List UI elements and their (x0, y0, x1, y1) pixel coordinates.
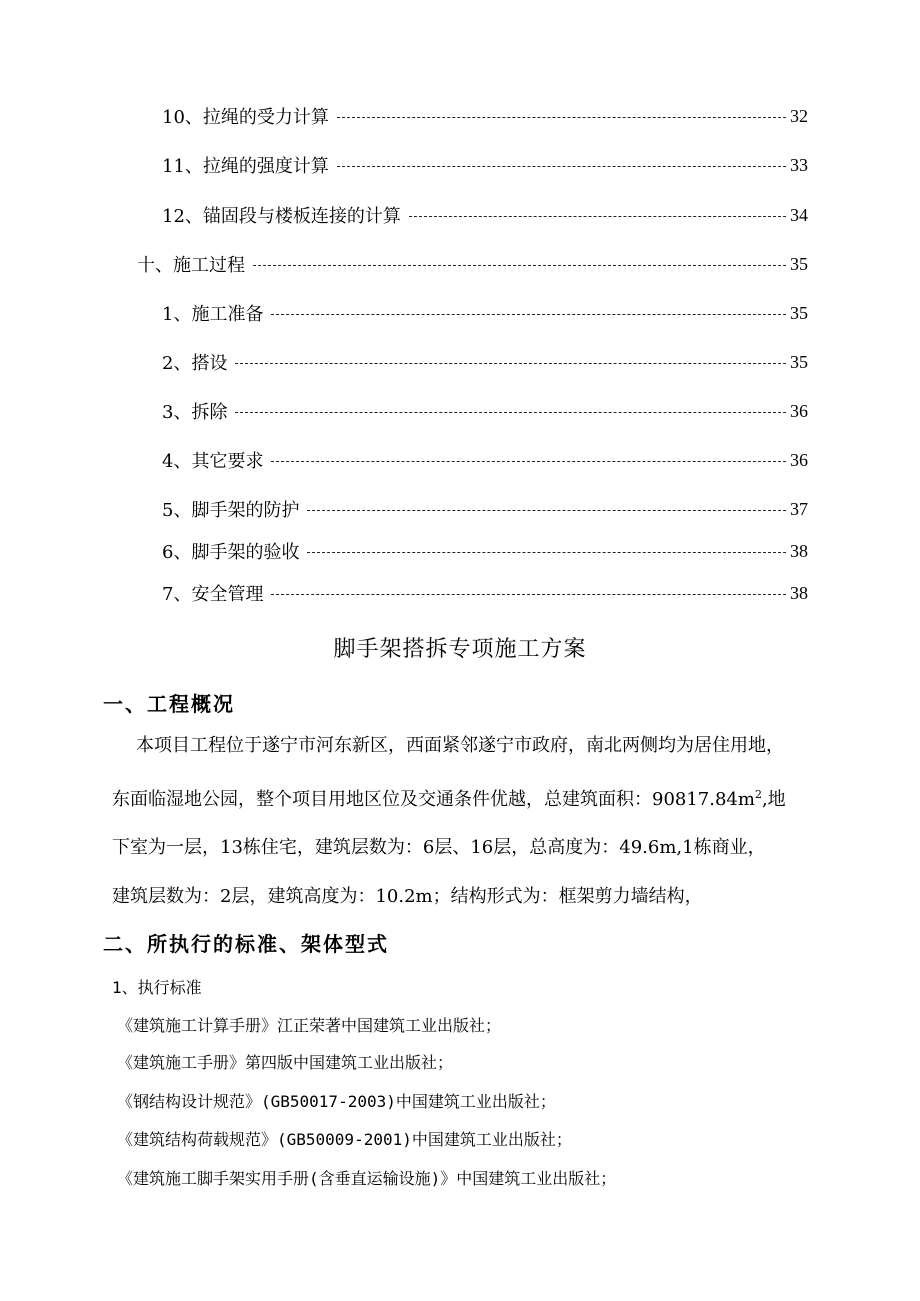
sub-heading: 1、执行标准 (112, 978, 202, 997)
paragraph-line: 本项目工程位于遂宁市河东新区，西面紧邻遂宁市政府，南北两侧均为居住用地， (136, 735, 784, 756)
toc-leader (337, 166, 786, 167)
toc-entry[interactable] (162, 447, 808, 473)
standard-item: 《钢结构设计规范》(GB50017-2003)中国建筑工业出版社； (117, 1092, 556, 1111)
toc-leader (271, 314, 786, 315)
toc-leader (271, 594, 786, 595)
paragraph-text: ,地 (761, 788, 786, 810)
toc-entry-label: 10、拉绳的受力计算 (162, 107, 329, 128)
toc-page-number: 35 (790, 351, 808, 372)
paragraph-line: 建筑层数为：2层，建筑高度为：10.2m；结构形式为：框架剪力墙结构， (112, 885, 703, 907)
toc-page-number: 36 (790, 400, 808, 421)
toc-page-number: 33 (790, 154, 808, 175)
section-heading: 二、所执行的标准、架体型式 (103, 932, 389, 956)
toc-leader (307, 552, 786, 553)
toc-leader (253, 265, 786, 266)
toc-entry[interactable] (162, 202, 808, 228)
standard-item: 《建筑施工脚手架实用手册(含垂直运输设施)》中国建筑工业出版社； (117, 1169, 617, 1188)
toc-page-number: 32 (790, 105, 808, 126)
toc-entry[interactable] (162, 103, 808, 129)
toc-leader (337, 117, 786, 118)
toc-leader (235, 363, 786, 364)
paragraph-text: 东面临湿地公园，整个项目用地区位及交通条件优越，总建筑面积：90817.84m (112, 788, 755, 810)
toc-entry[interactable] (162, 496, 808, 522)
superscript: 2 (754, 787, 762, 801)
standard-item: 《建筑施工手册》第四版中国建筑工业出版社； (117, 1053, 454, 1072)
toc-leader (409, 216, 786, 217)
section-heading: 一、工程概况 (103, 692, 235, 716)
standard-item: 《建筑施工计算手册》江正荣著中国建筑工业出版社； (117, 1016, 502, 1035)
toc-page-number: 36 (790, 449, 808, 470)
toc-page-number: 34 (790, 204, 808, 225)
toc-entry-label: 12、锚固段与楼板连接的计算 (162, 206, 401, 227)
toc-entry[interactable] (162, 152, 808, 178)
project-overview-paragraph (112, 722, 832, 921)
toc-page-number: 35 (790, 302, 808, 323)
toc-entry-label: 5、脚手架的防护 (162, 500, 300, 521)
toc-entry-label: 11、拉绳的强度计算 (162, 156, 329, 177)
toc-entry[interactable] (162, 300, 808, 326)
toc-leader (235, 412, 786, 413)
toc-entry-label: 2、搭设 (162, 353, 228, 374)
toc-leader (271, 461, 786, 462)
paragraph-line: 下室为一层，13栋住宅，建筑层数为：6层、16层，总高度为：49.6m,1栋商业， (112, 837, 766, 858)
toc-entry-label: 7、安全管理 (162, 584, 264, 605)
toc-leader (307, 510, 786, 511)
document-title: 脚手架搭拆专项施工方案 (333, 637, 587, 662)
toc-entry-label: 十、施工过程 (137, 255, 245, 276)
paragraph-line (112, 771, 832, 825)
toc-page-number: 37 (790, 498, 808, 519)
toc-entry[interactable] (162, 580, 808, 606)
toc-entry-label: 4、其它要求 (162, 451, 264, 472)
toc-page-number: 38 (790, 540, 808, 561)
toc-entry[interactable] (162, 538, 808, 564)
toc-page-number: 35 (790, 253, 808, 274)
standard-item: 《建筑结构荷载规范》(GB50009-2001)中国建筑工业出版社； (117, 1130, 572, 1149)
toc-page-number: 38 (790, 582, 808, 603)
toc-entry[interactable] (162, 349, 808, 375)
toc-entry[interactable] (137, 251, 808, 277)
toc-entry-label: 1、施工准备 (162, 304, 264, 325)
toc-entry-label: 3、拆除 (162, 402, 228, 423)
toc-entry[interactable] (162, 398, 808, 424)
toc-entry-label: 6、脚手架的验收 (162, 542, 300, 563)
